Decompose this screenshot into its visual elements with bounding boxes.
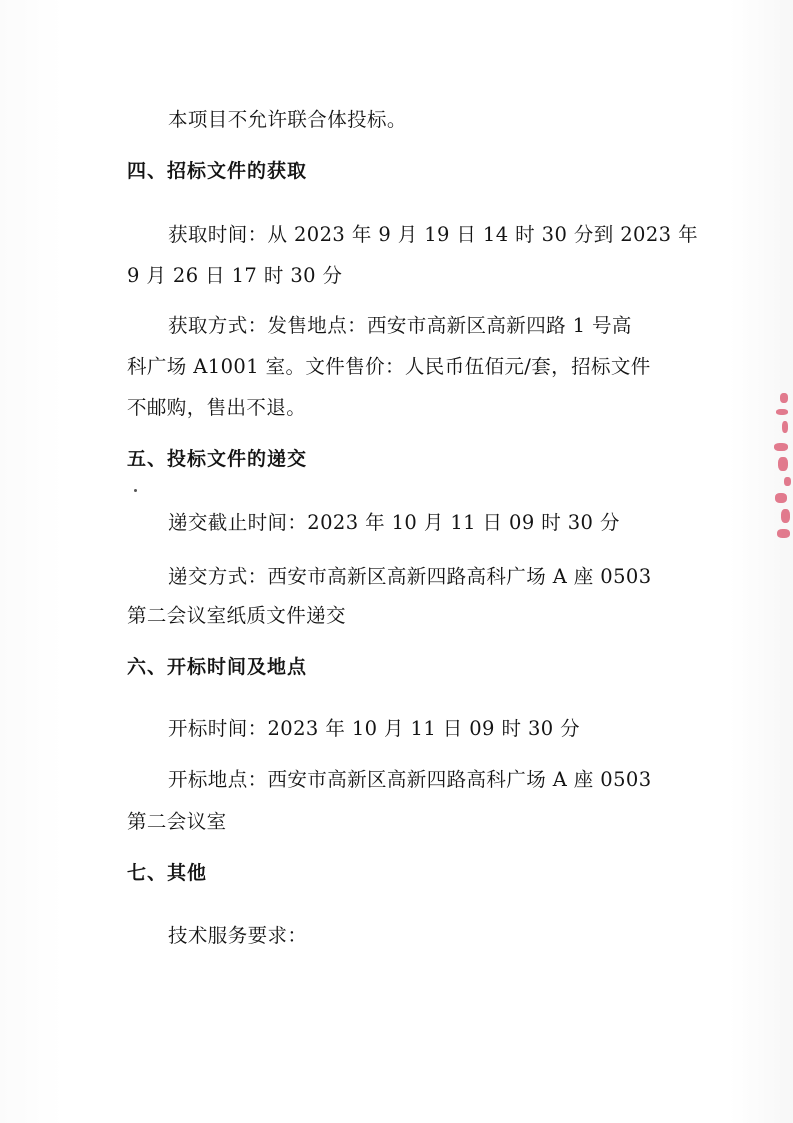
- paragraph-opening-time: 开标时间：2023 年 10 月 11 日 09 时 30 分: [168, 717, 581, 740]
- paragraph-submission-method-line2: 第二会议室纸质文件递交: [127, 604, 346, 627]
- section-heading-4: 四、招标文件的获取: [127, 160, 308, 182]
- paragraph-technical-requirements: 技术服务要求：: [168, 924, 308, 947]
- red-seal-edge: [766, 385, 793, 550]
- paragraph-opening-location-line1: 开标地点：西安市高新区高新四路高科广场 A 座 0503: [168, 768, 652, 791]
- section-heading-5: 五、投标文件的递交: [127, 448, 308, 470]
- paragraph-acquisition-method-line3: 不邮购，售出不退。: [127, 396, 307, 419]
- paragraph-submission-deadline: 递交截止时间：2023 年 10 月 11 日 09 时 30 分: [168, 511, 620, 534]
- section-heading-7: 七、其他: [127, 862, 208, 884]
- paragraph-acquisition-method-line2: 科广场 A1001 室。文件售价：人民币伍佰元/套，招标文件: [127, 355, 651, 378]
- paragraph-submission-method-line1: 递交方式：西安市高新区高新四路高科广场 A 座 0503: [168, 565, 652, 588]
- paragraph-acquisition-time-line1: 获取时间：从 2023 年 9 月 19 日 14 时 30 分到 2023 年: [168, 223, 698, 246]
- paragraph-acquisition-time-line2: 9 月 26 日 17 时 30 分: [127, 264, 343, 287]
- paragraph-opening-location-line2: 第二会议室: [127, 810, 227, 833]
- section-heading-6: 六、开标时间及地点: [127, 656, 308, 678]
- scan-speck: [134, 489, 137, 492]
- paragraph-acquisition-method-line1: 获取方式：发售地点：西安市高新区高新四路 1 号高: [168, 314, 632, 337]
- paragraph-consortium: 本项目不允许联合体投标。: [168, 108, 407, 131]
